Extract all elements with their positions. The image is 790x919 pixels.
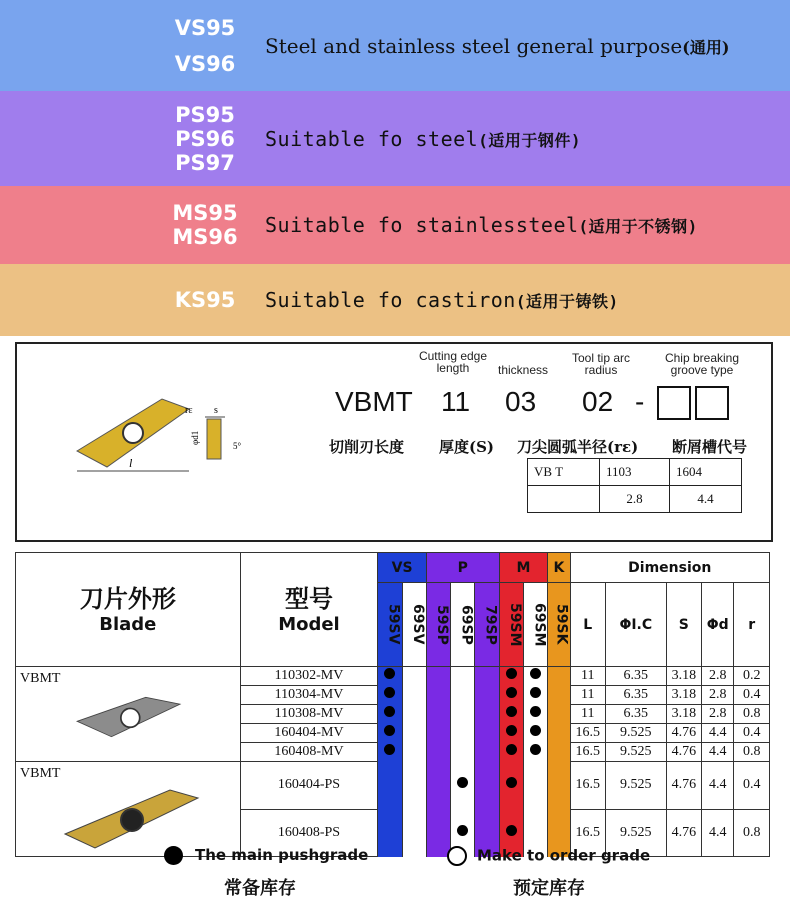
- dim-cell: 16.5: [570, 809, 605, 857]
- banner-castiron: [0, 264, 790, 336]
- grade-cell: [426, 743, 450, 762]
- banner-description: Suitable fo steel(适用于钢件): [265, 126, 581, 151]
- dim-cell: 4.76: [666, 762, 701, 810]
- grade-cell: [378, 809, 402, 857]
- dim-header: r: [734, 583, 770, 667]
- dim-cell: 9.525: [605, 762, 666, 810]
- grade-cell: [451, 705, 475, 724]
- caption-groove: Chip breaking groove type: [664, 351, 740, 377]
- dim-cell: 3.18: [666, 667, 701, 686]
- legend-main-cn: 常备库存: [224, 878, 296, 899]
- dim-cell: 9.525: [605, 809, 666, 857]
- dim-header: S: [666, 583, 701, 667]
- header-dimension: Dimension: [570, 553, 769, 583]
- grade-cell: [378, 705, 402, 724]
- grade-cell: [524, 724, 548, 743]
- grade-header: 69SM: [524, 583, 548, 667]
- grade-cell: [548, 724, 570, 743]
- filled-dot-icon: [506, 825, 517, 836]
- grade-cell: [378, 686, 402, 705]
- filled-dot-icon: [384, 744, 395, 755]
- grade-codes: [0, 201, 260, 249]
- banner-steel: [0, 91, 790, 186]
- grade-cell: [402, 705, 426, 724]
- filled-dot-icon: [457, 777, 468, 788]
- filled-dot-icon: [506, 668, 517, 679]
- dim-cell: 4.76: [666, 743, 701, 762]
- label-cn-radius: 刀尖圆弧半径(rε): [517, 438, 639, 456]
- grade-cell: [402, 686, 426, 705]
- dim-cell: 16.5: [570, 743, 605, 762]
- grade-code: PS95: [175, 102, 235, 127]
- grade-cell: [475, 743, 499, 762]
- grade-cell: [499, 724, 523, 743]
- dim-cell: 4.76: [666, 809, 701, 857]
- banner-stainless: [0, 186, 790, 264]
- dim-cell: 0.4: [734, 724, 770, 743]
- legend-main: The main pushgrade 常备库存: [164, 846, 368, 865]
- grade-cell: [426, 724, 450, 743]
- grade-code: PS97: [175, 150, 235, 175]
- dim-cell: 0.8: [734, 743, 770, 762]
- grade-cell: [378, 667, 402, 686]
- model-cell: 110308-MV: [240, 705, 378, 724]
- size-cell: 4.4: [670, 486, 742, 513]
- grade-cell: [451, 743, 475, 762]
- grade-header: 59SP: [426, 583, 450, 667]
- grade-cell: [451, 686, 475, 705]
- grade-cell: [475, 705, 499, 724]
- legend-order: Make to order grade 预定库存: [447, 846, 650, 866]
- grade-cell: [475, 667, 499, 686]
- size-cell: [528, 486, 600, 513]
- filled-dot-icon: [530, 744, 541, 755]
- caption-radius: Tool tip arc radius: [571, 351, 631, 377]
- code-series: VBMT: [335, 386, 413, 417]
- dim-cell: 6.35: [605, 667, 666, 686]
- size-cell: 1103: [600, 459, 670, 486]
- grade-cell: [402, 667, 426, 686]
- grade-code: PS96: [175, 126, 235, 151]
- label-cn-thickness: 厚度(S): [439, 438, 495, 456]
- dim-cell: 3.18: [666, 686, 701, 705]
- grade-cell: [475, 724, 499, 743]
- insert-image: [20, 782, 220, 852]
- insert-image: [20, 687, 220, 747]
- filled-dot-icon: [384, 706, 395, 717]
- diagram-label-s: s: [214, 405, 218, 416]
- dim-cell: 9.525: [605, 724, 666, 743]
- dim-cell: 6.35: [605, 686, 666, 705]
- group-p: P: [426, 553, 499, 583]
- grade-cell: [475, 762, 499, 810]
- grade-cell: [548, 762, 570, 810]
- grade-cell: [524, 667, 548, 686]
- grade-cell: [451, 762, 475, 810]
- dim-header: L: [570, 583, 605, 667]
- banner-description: Steel and stainless steel general purpose(通用): [265, 33, 730, 58]
- grade-code: MS95: [172, 201, 238, 225]
- blade-name: VBMT: [20, 766, 61, 781]
- filled-dot-icon: [457, 825, 468, 836]
- dim-cell: 16.5: [570, 724, 605, 743]
- grade-cell: [426, 667, 450, 686]
- model-cell: 160408-MV: [240, 743, 378, 762]
- dim-cell: 4.4: [702, 809, 734, 857]
- grade-cell: [548, 667, 570, 686]
- groove-box: [657, 386, 691, 420]
- code-radius: 02: [582, 386, 614, 417]
- grade-cell: [402, 762, 426, 810]
- filled-dot-icon: [506, 687, 517, 698]
- size-cell: VB T: [528, 459, 600, 486]
- group-m: M: [499, 553, 548, 583]
- grade-header: 79SP: [475, 583, 499, 667]
- grade-header: 69SP: [451, 583, 475, 667]
- product-table: [15, 552, 770, 857]
- size-cell: 1604: [670, 459, 742, 486]
- grade-cell: [524, 705, 548, 724]
- filled-dot-icon: [530, 687, 541, 698]
- caption-thickness: thickness: [497, 363, 549, 377]
- header-blade: 刀片外形 Blade: [16, 553, 241, 667]
- grade-cell: [426, 686, 450, 705]
- groove-box: [695, 386, 729, 420]
- insert-hole: [121, 708, 140, 727]
- grade-cell: [499, 667, 523, 686]
- grade-cell: [402, 809, 426, 857]
- table-row: [16, 762, 770, 810]
- grade-cell: [378, 724, 402, 743]
- legend-order-cn: 预定库存: [513, 878, 585, 899]
- model-cell: 160404-PS: [240, 762, 378, 810]
- model-cell: 110302-MV: [240, 667, 378, 686]
- grade-header: 59SK: [548, 583, 570, 667]
- filled-dot-icon: [164, 846, 183, 865]
- filled-dot-icon: [530, 706, 541, 717]
- dim-cell: 11: [570, 667, 605, 686]
- diagram-label-l: l: [129, 456, 133, 470]
- filled-dot-icon: [506, 725, 517, 736]
- grade-cell: [475, 686, 499, 705]
- designation-panel: [15, 342, 773, 542]
- dim-cell: 16.5: [570, 762, 605, 810]
- dim-header: Φd: [702, 583, 734, 667]
- model-cell: 110304-MV: [240, 686, 378, 705]
- insert-hole: [121, 809, 143, 831]
- dim-cell: 0.4: [734, 762, 770, 810]
- code-thickness: 03: [505, 386, 537, 417]
- model-cell: 160404-MV: [240, 724, 378, 743]
- size-cell: 2.8: [600, 486, 670, 513]
- grade-cell: [402, 724, 426, 743]
- dim-cell: 3.18: [666, 705, 701, 724]
- grade-cell: [524, 762, 548, 810]
- insert-diagram: [37, 389, 257, 529]
- dim-cell: 6.35: [605, 705, 666, 724]
- grade-cell: [402, 743, 426, 762]
- dim-cell: 11: [570, 686, 605, 705]
- blade-cell: [16, 667, 241, 762]
- dim-cell: 11: [570, 705, 605, 724]
- grade-code: KS95: [174, 288, 236, 312]
- dim-cell: 0.8: [734, 705, 770, 724]
- diagram-label-r: rε: [185, 405, 193, 416]
- grade-cell: [451, 724, 475, 743]
- grade-cell: [499, 743, 523, 762]
- banner-description: Suitable fo stainlessteel(适用于不锈钢): [265, 213, 698, 237]
- code-dash: -: [635, 386, 645, 417]
- group-k: K: [548, 553, 570, 583]
- table-row: [16, 667, 770, 686]
- dim-cell: 2.8: [702, 686, 734, 705]
- label-cn-length: 切削刃长度: [329, 438, 405, 456]
- banner-description: Suitable fo castiron(适用于铸铁): [265, 288, 619, 312]
- grade-codes: [0, 103, 260, 175]
- blade-cell: [16, 762, 241, 857]
- insert-side: [207, 419, 221, 459]
- dim-cell: 4.4: [702, 762, 734, 810]
- grade-header: 59SM: [499, 583, 523, 667]
- dim-cell: 0.4: [734, 686, 770, 705]
- grade-code: VS96: [174, 51, 236, 76]
- grade-header: 69SV: [402, 583, 426, 667]
- grade-codes: [0, 16, 260, 76]
- filled-dot-icon: [384, 687, 395, 698]
- filled-dot-icon: [506, 744, 517, 755]
- grade-code: VS95: [174, 15, 236, 40]
- dim-cell: 0.8: [734, 809, 770, 857]
- filled-dot-icon: [384, 725, 395, 736]
- grade-cell: [378, 762, 402, 810]
- filled-dot-icon: [384, 668, 395, 679]
- filled-dot-icon: [530, 725, 541, 736]
- grade-cell: [451, 667, 475, 686]
- header-model: 型号 Model: [240, 553, 378, 667]
- grade-cell: [499, 762, 523, 810]
- filled-dot-icon: [506, 706, 517, 717]
- table-body: [16, 667, 770, 857]
- grade-cell: [378, 743, 402, 762]
- dim-cell: 4.4: [702, 743, 734, 762]
- caption-cutting-edge: Cutting edge length: [418, 349, 488, 375]
- grade-cell: [426, 705, 450, 724]
- dim-cell: 4.4: [702, 724, 734, 743]
- filled-dot-icon: [530, 668, 541, 679]
- dim-cell: 9.525: [605, 743, 666, 762]
- banner-general: [0, 0, 790, 91]
- label-cn-groove: 断屑槽代号: [672, 438, 748, 456]
- grade-codes: [0, 288, 260, 312]
- grade-cell: [548, 686, 570, 705]
- model-cell: 160408-PS: [240, 809, 378, 857]
- size-table: [527, 458, 742, 513]
- dim-cell: 4.76: [666, 724, 701, 743]
- blade-name: VBMT: [20, 671, 61, 686]
- grade-cell: [524, 743, 548, 762]
- diagram-label-d1: φd1: [190, 430, 200, 445]
- filled-dot-icon: [506, 777, 517, 788]
- grade-cell: [524, 686, 548, 705]
- diagram-label-angle: 5°: [233, 441, 242, 451]
- group-vs: VS: [378, 553, 427, 583]
- dim-header: ΦI.C: [605, 583, 666, 667]
- dim-cell: 2.8: [702, 667, 734, 686]
- grade-cell: [499, 686, 523, 705]
- grade-header: 59SV: [378, 583, 402, 667]
- grade-cell: [499, 705, 523, 724]
- grade-cell: [426, 762, 450, 810]
- grade-cell: [548, 705, 570, 724]
- empty-circle-icon: [447, 846, 467, 866]
- code-length: 11: [441, 386, 471, 417]
- dim-cell: 0.2: [734, 667, 770, 686]
- dim-cell: 2.8: [702, 705, 734, 724]
- grade-code: MS96: [172, 225, 238, 249]
- grade-cell: [548, 743, 570, 762]
- insert-hole: [123, 423, 143, 443]
